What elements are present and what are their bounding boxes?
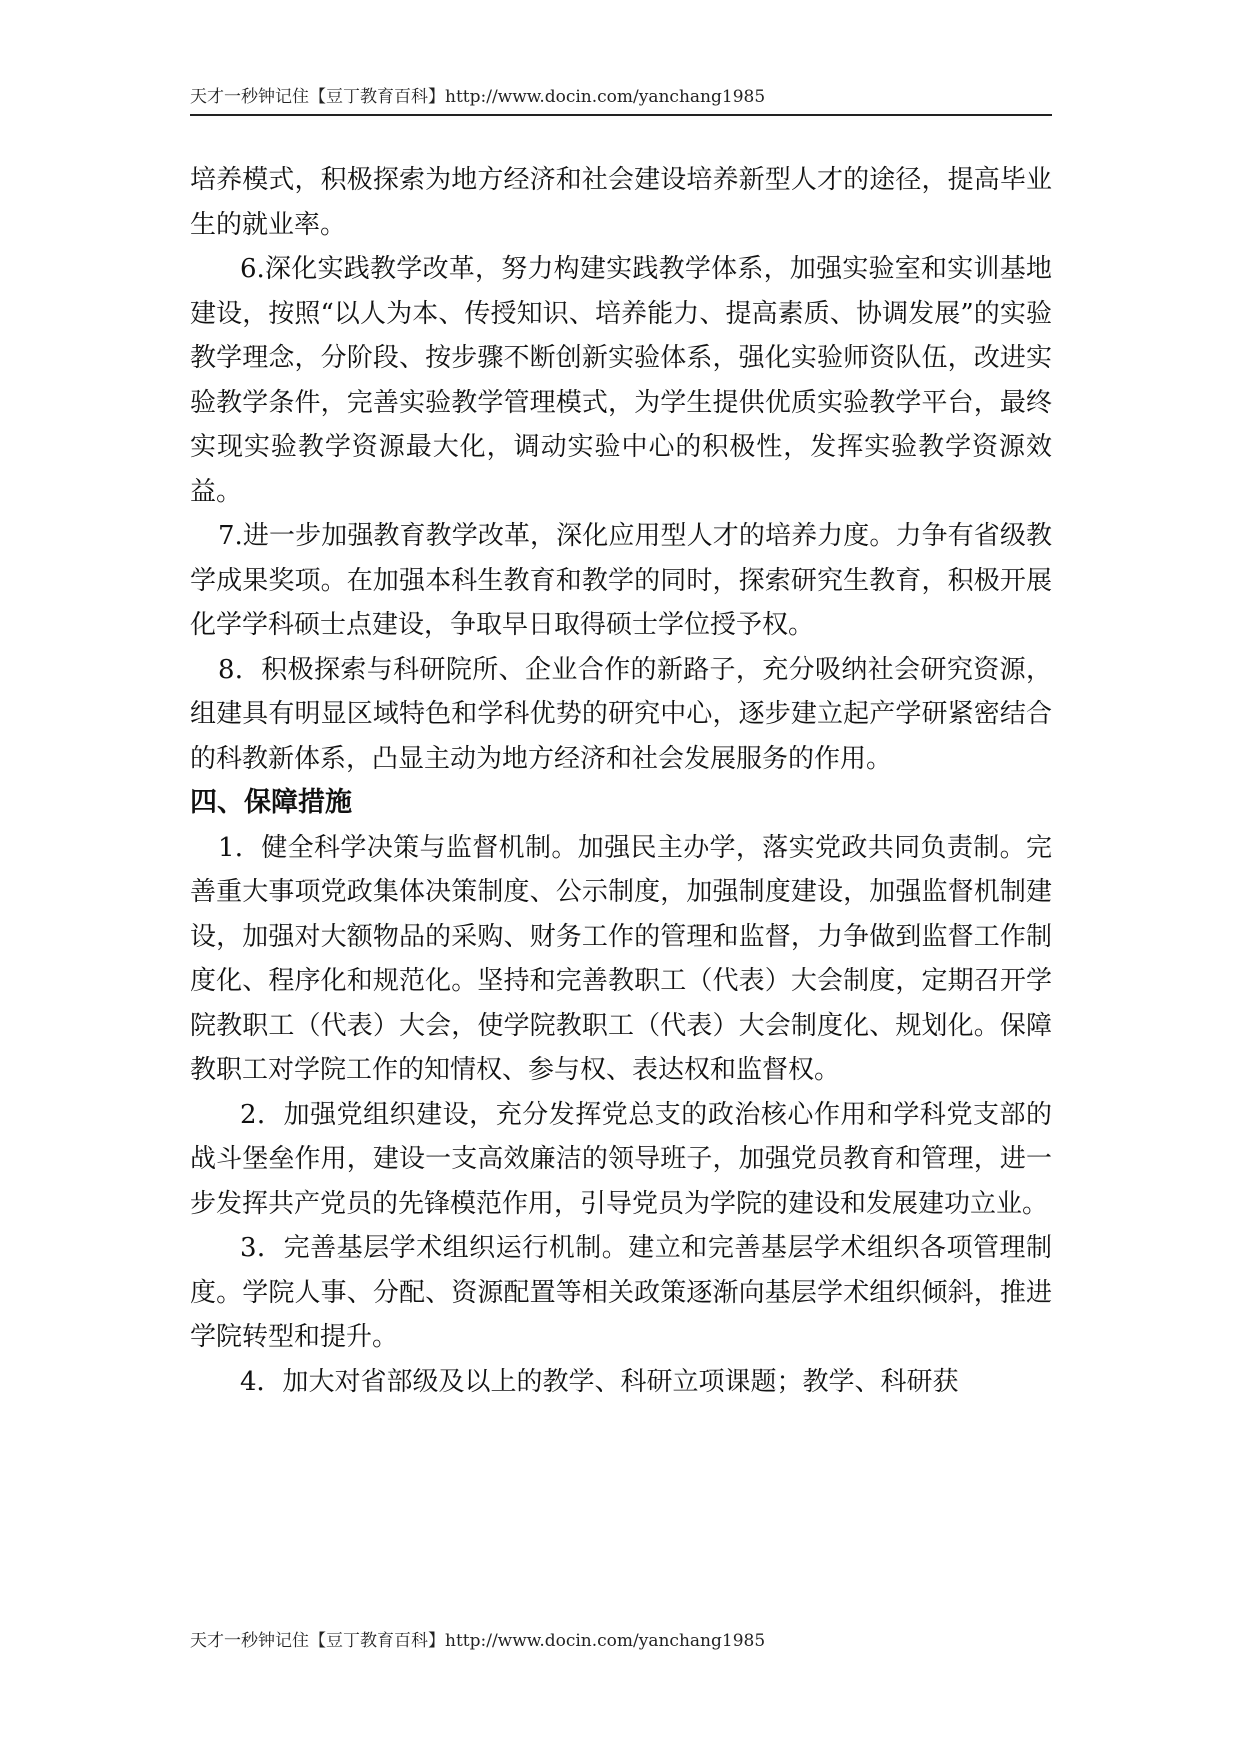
paragraph-continuation: 培养模式，积极探索为地方经济和社会建设培养新型人才的途径，提高毕业生的就业率。 [190,165,1052,240]
paragraph-item-6: 6.深化实践教学改革，努力构建实践教学体系，加强实验室和实训基地建设，按照“以人为本、传授知识、培养能力、提高素质、协调发展”的实验教学理念，分阶段、按步骤不断创新实验体系，强化实验师资队伍，改进实验教学条件，完善实验教学管理模式，为学生提供优质实验教学平台，最终实现实验教学资源最大化，调动实验中心的积极性，发挥实验教学资源效益。 [190,254,1052,507]
page-footer: 天才一秒钟记住【豆丁教育百科】http://www.docin.com/yanchang1985 [190,1631,766,1651]
paragraph-measure-3: 3．完善基层学术组织运行机制。建立和完善基层学术组织各项管理制度。学院人事、分配、资源配置等相关政策逐渐向基层学术组织倾斜，推进学院转型和提升。 [190,1233,1052,1352]
paragraph-measure-4: 4．加大对省部级及以上的教学、科研立项课题；教学、科研获 [240,1366,959,1397]
paragraph-item-7: 7.进一步加强教育教学改革，深化应用型人才的培养力度。力争有省级教学成果奖项。在加强本科生教育和教学的同时，探索研究生教育，积极开展化学学科硕士点建设，争取早日取得硕士学位授予权。 [190,521,1052,640]
paragraph-item-8: 8．积极探索与科研院所、企业合作的新路子，充分吸纳社会研究资源，组建具有明显区域特色和学科优势的研究中心，逐步建立起产学研紧密结合的科教新体系，凸显主动为地方经济和社会发展服务的作用。 [190,654,1052,774]
paragraph-measure-1: 1．健全科学决策与监督机制。加强民主办学，落实党政共同负责制。完善重大事项党政集体决策制度、公示制度，加强制度建设，加强监督机制建设，加强对大额物品的采购、财务工作的管理和监督，力争做到监督工作制度化、程序化和规范化。坚持和完善教职工（代表）大会制度，定期召开学院教职工（代表）大会，使学院教职工（代表）大会制度化、规划化。保障教职工对学院工作的知情权、参与权、表达权和监督权。 [190,832,1052,1085]
section-heading: 四、保障措施 [190,787,352,818]
paragraph-measure-2: 2．加强党组织建设，充分发挥党总支的政治核心作用和学科党支部的战斗堡垒作用，建设一支高效廉洁的领导班子，加强党员教育和管理，进一步发挥共产党员的先锋模范作用，引导党员为学院的建设和发展建功立业。 [190,1099,1052,1219]
document-body [190,158,1052,1404]
page-header: 天才一秒钟记住【豆丁教育百科】http://www.docin.com/yanchang1985 [190,86,1052,116]
